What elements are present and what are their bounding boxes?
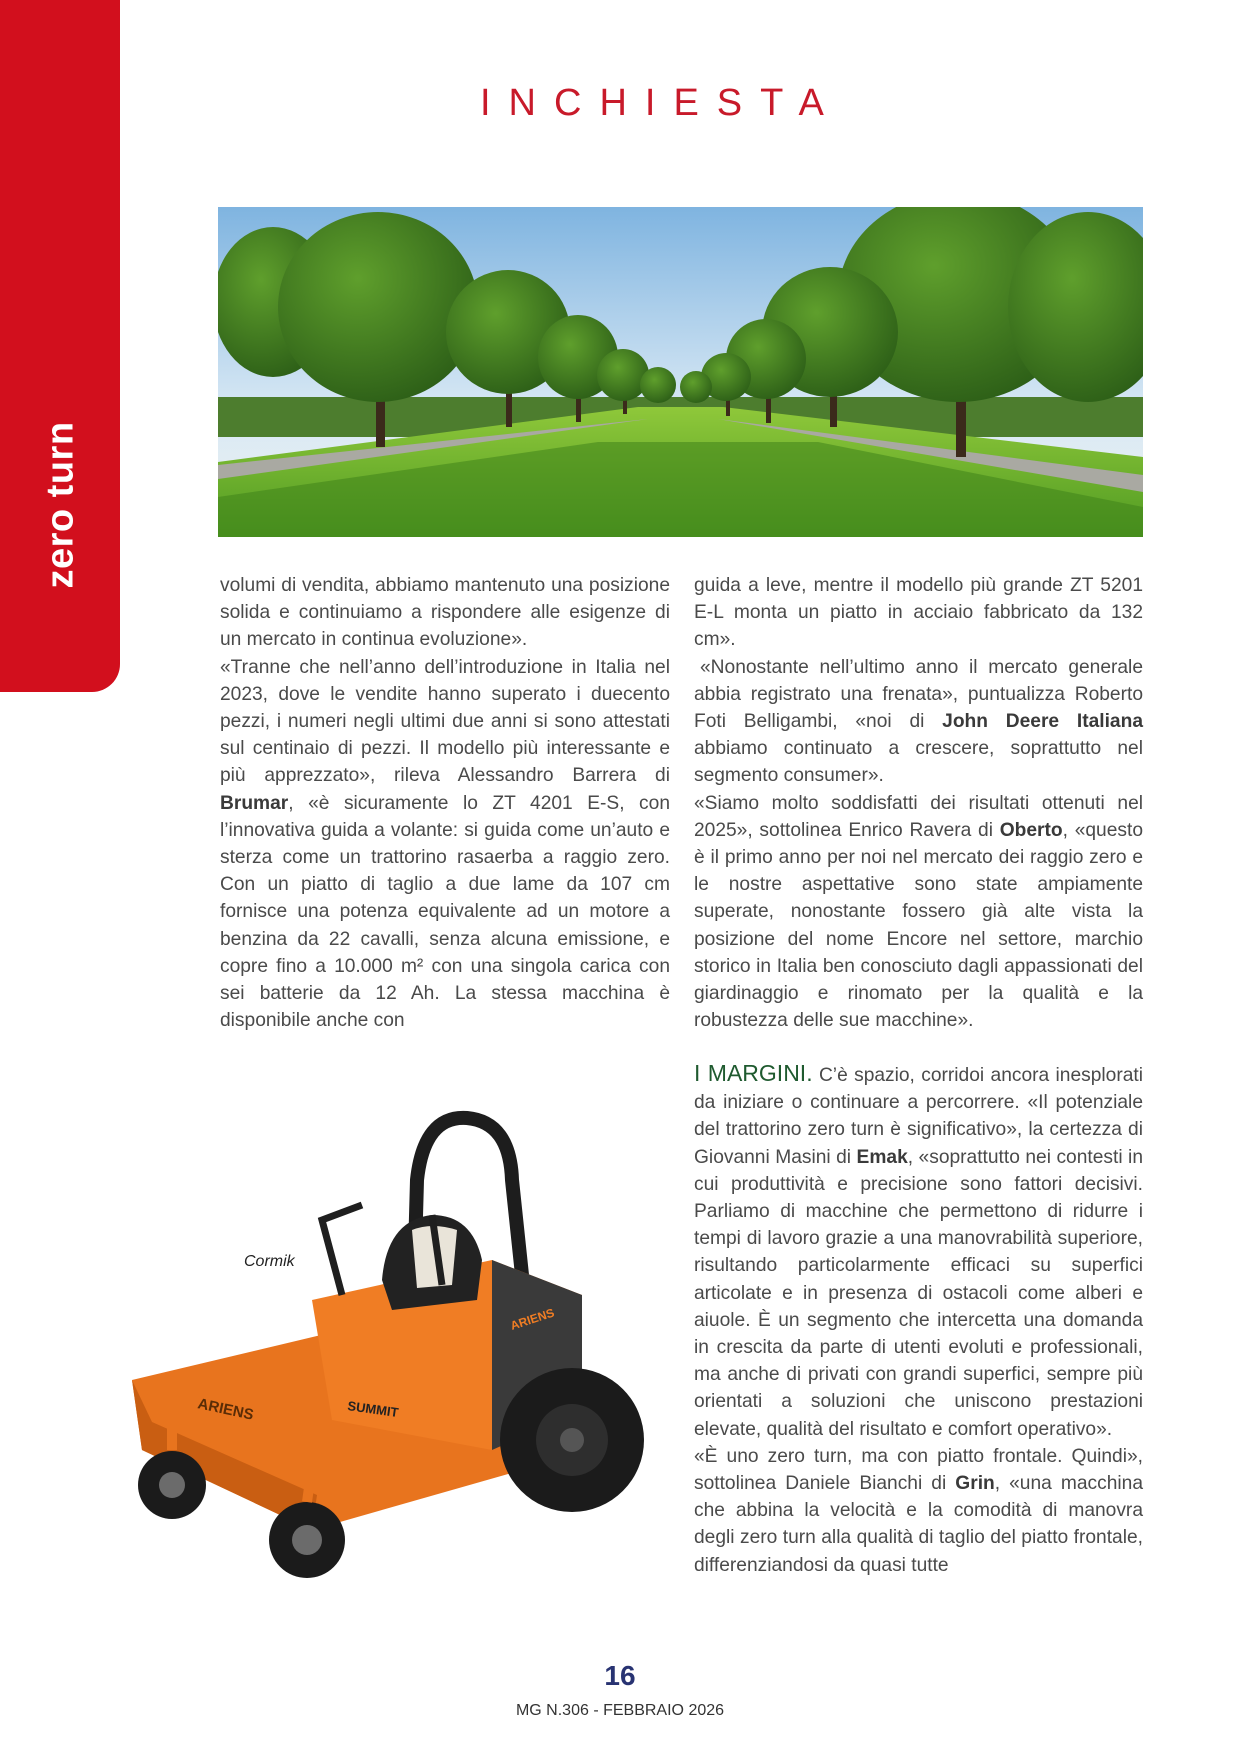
subheading: I MARGINI. — [694, 1060, 813, 1086]
article-column-left — [220, 572, 670, 1034]
brand-decal: ARIENS — [196, 1395, 256, 1424]
model-decal: SUMMIT — [346, 1398, 400, 1421]
company-name: Brumar — [220, 792, 289, 814]
paragraph: volumi di vendita, abbiamo mantenuto una posizione solida e continuiamo a rispondere alle esigenze di un mercato in continua evoluzione». — [220, 575, 670, 651]
article-column-right-bottom — [694, 1060, 1143, 1579]
company-name: John Deere Italiana — [942, 711, 1143, 733]
paragraph: I MARGINI. C’è spazio, corridoi ancora inesplorati da iniziare o continuare a percorrere. «Il potenziale del trattorino zero turn è significativo», la certezza di Giovanni Masini di Emak, «soprattutto nei contesti in cui produttività e precisione sono fattori decisivi. Parliamo di macchine che permettono di ridurre i tempi di lavoro grazie a una manovrabilità superiore, risultando particolarmente efficaci su superfici articolate e in presenza di ostacoli come alberi e aiuole. È un segmento che intercetta una domanda in crescita da parte di utenti evoluti e professionali, ma anche di privati con grandi superfici, sempre più orientati a soluzioni che uniscono prestazioni elevate, qualità del risultato e comfort operativo». — [694, 1060, 1144, 1440]
company-name: Grin — [955, 1473, 995, 1495]
photo-caption: Cormik — [244, 1253, 295, 1270]
section-title: INCHIESTA — [480, 82, 842, 124]
company-name: Emak — [856, 1146, 908, 1168]
company-name: Oberto — [999, 819, 1063, 841]
side-tab — [0, 0, 120, 692]
brand-decal-side: ARIENS — [508, 1305, 557, 1333]
paragraph: «Siamo molto soddisfatti dei risultati ottenuti nel 2025», sottolinea Enrico Ravera di Oberto, «questo è il primo anno per noi nel mercato dei raggio zero e le nostre aspettative sono state ampiamente superate, nonostante fossero già alte vista la posizione del nome Encore nel settore, marchio storico in Italia ben conosciuto dagli appassionati del giardinaggio e rinomato per la qualità e la robustezza delle sue macchine». — [694, 792, 1143, 1032]
section-tab-label: zero turn — [39, 421, 82, 589]
hero-image — [218, 207, 1143, 537]
paragraph: «Nonostante nell’ultimo anno il mercato generale abbia registrato una frenata», puntualizza Roberto Foti Belligambi, «noi di John Deere Italiana abbiamo continuato a crescere, soprattutto nel segmento consumer». — [694, 656, 1143, 787]
paragraph: «È uno zero turn, ma con piatto frontale. Quindi», sottolinea Daniele Bianchi di Grin, «una macchina che abbina la velocità e la comodità di manovra degli zero turn alla qualità di taglio del piatto frontale, differenziandosi da quasi tutte — [694, 1445, 1143, 1576]
article-column-right-top — [694, 572, 1143, 1034]
mower-photo — [112, 1110, 652, 1590]
paragraph: guida a leve, mentre il modello più grande ZT 5201 E-L monta un piatto in acciaio fabbricato da 132 cm». — [694, 575, 1143, 651]
paragraph: «Tranne che nell’anno dell’introduzione in Italia nel 2023, dove le vendite hanno superato i duecento pezzi, i numeri negli ultimi due anni si sono attestati sul centinaio di pezzi. Il modello più interessante e più apprezzato», rileva Alessandro Barrera di Brumar, «è sicuramente lo ZT 4201 E-S, con l’innovativa guida a volante: si guida come un’auto e sterza come un trattorino rasaerba a raggio zero. Con un piatto di taglio a due lame da 107 cm fornisce una potenza equivalente ad un motore a benzina da 22 cavalli, senza alcuna emissione, e copre fino a 10.000 m² con una singola carica con sei batterie da 12 Ah. La stessa macchina è disponibile anche con — [220, 656, 670, 1032]
issue-info: MG N.306 - FEBBRAIO 2026 — [515, 1702, 725, 1719]
page-number: 16 — [604, 1660, 636, 1691]
